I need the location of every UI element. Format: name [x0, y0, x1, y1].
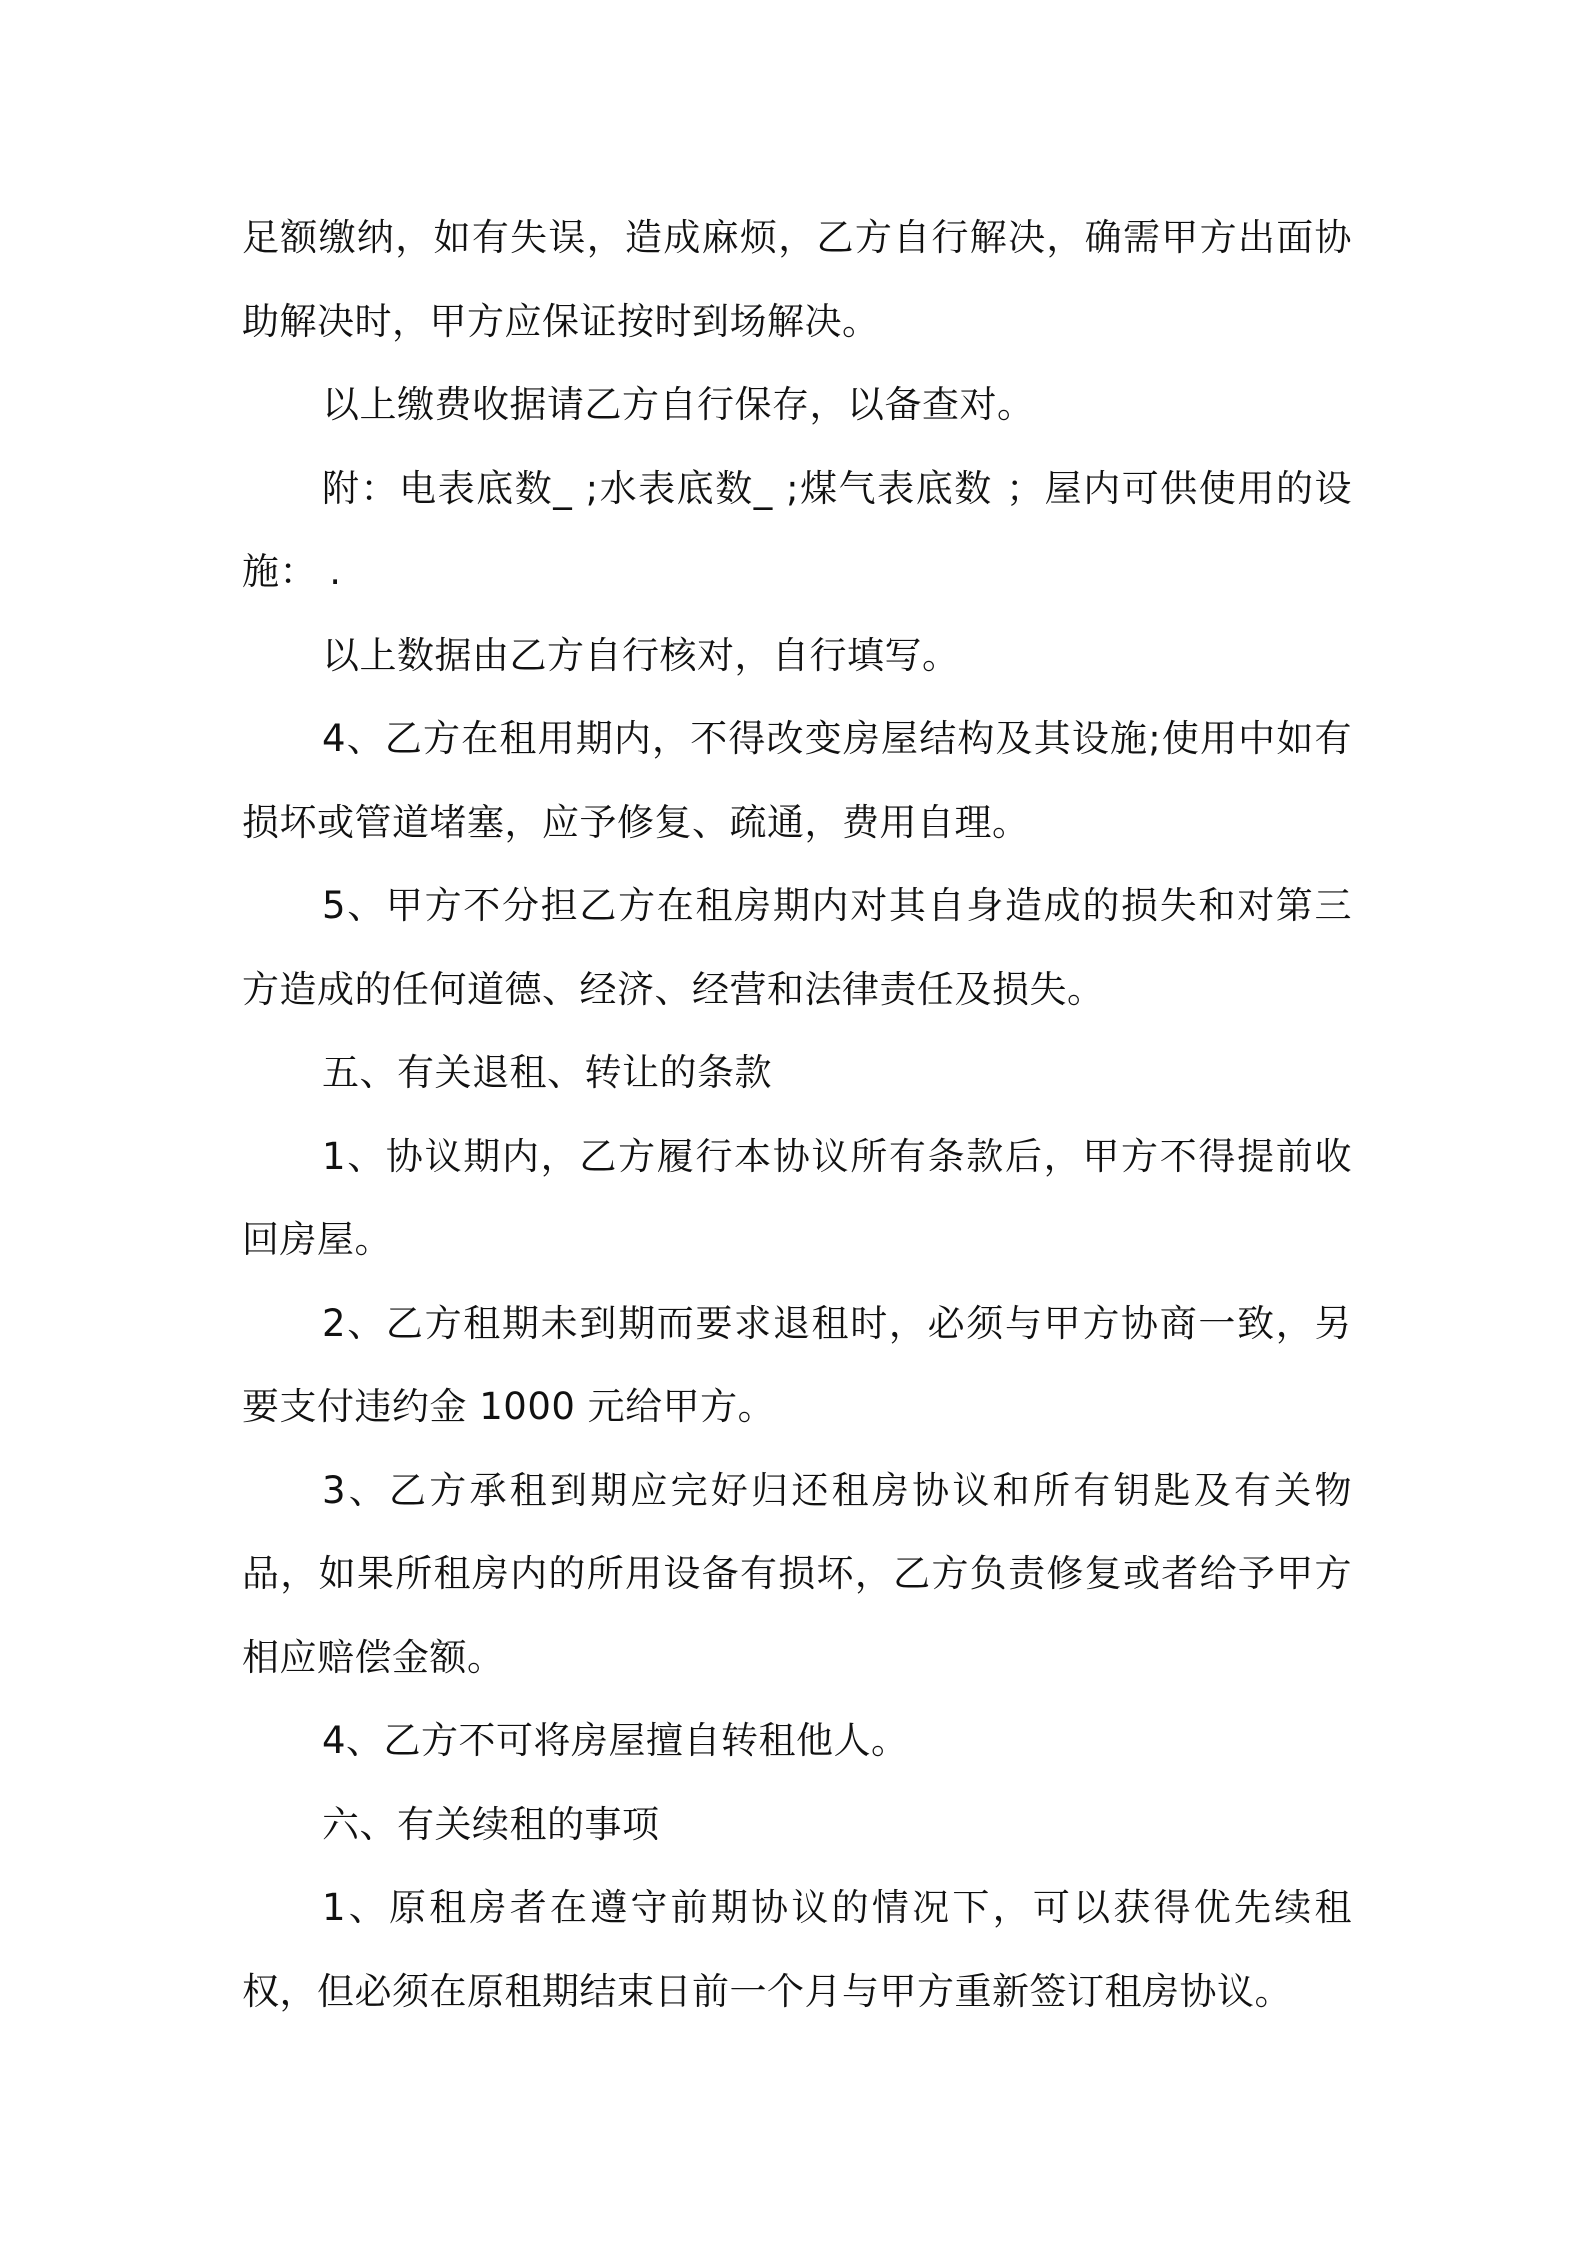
section-heading-termination: 五、有关退租、转让的条款 — [322, 1051, 772, 1094]
clause-termination-4: 4、乙方不可将房屋擅自转租他人。 — [322, 1719, 909, 1762]
section-heading-renewal: 六、有关续租的事项 — [322, 1802, 660, 1846]
paragraph-continuation: 足额缴纳，如有失误，造成麻烦，乙方自行解决，确需甲方出面协助解决时，甲方应保证按时到场解决。 — [242, 216, 1352, 343]
paragraph-receipt-note: 以上缴费收据请乙方自行保存，以备查对。 — [322, 383, 1035, 426]
clause-termination-3: 3、乙方承租到期应完好归还租房协议和所有钥匙及有关物品，如果所租房内的所用设备有损坏，乙方负责修复或者给予甲方相应赔偿金额。 — [242, 1468, 1352, 1679]
paragraph-meter-readings: 附：电表底数_ ;水表底数_ ;煤气表底数 ；屋内可供使用的设施： . — [242, 466, 1352, 593]
clause-renewal-1: 1、原租房者在遵守前期协议的情况下，可以获得优先续租权，但必须在原租期结束日前一个月与甲方重新签订租房协议。 — [242, 1886, 1352, 2013]
paragraph-data-check: 以上数据由乙方自行核对，自行填写。 — [322, 633, 960, 677]
clause-5-liability: 5、甲方不分担乙方在租房期内对其自身造成的损失和对第三方造成的任何道德、经济、经营和法律责任及损失。 — [242, 884, 1352, 1011]
clause-termination-1: 1、协议期内，乙方履行本协议所有条款后，甲方不得提前收回房屋。 — [242, 1134, 1352, 1261]
document-body — [242, 196, 1352, 2033]
clause-4-structure: 4、乙方在租用期内，不得改变房屋结构及其设施;使用中如有损坏或管道堵塞，应予修复、疏通，费用自理。 — [242, 717, 1352, 844]
clause-termination-2: 2、乙方租期未到期而要求退租时，必须与甲方协商一致，另要支付违约金 1000 元给甲方。 — [242, 1301, 1352, 1428]
